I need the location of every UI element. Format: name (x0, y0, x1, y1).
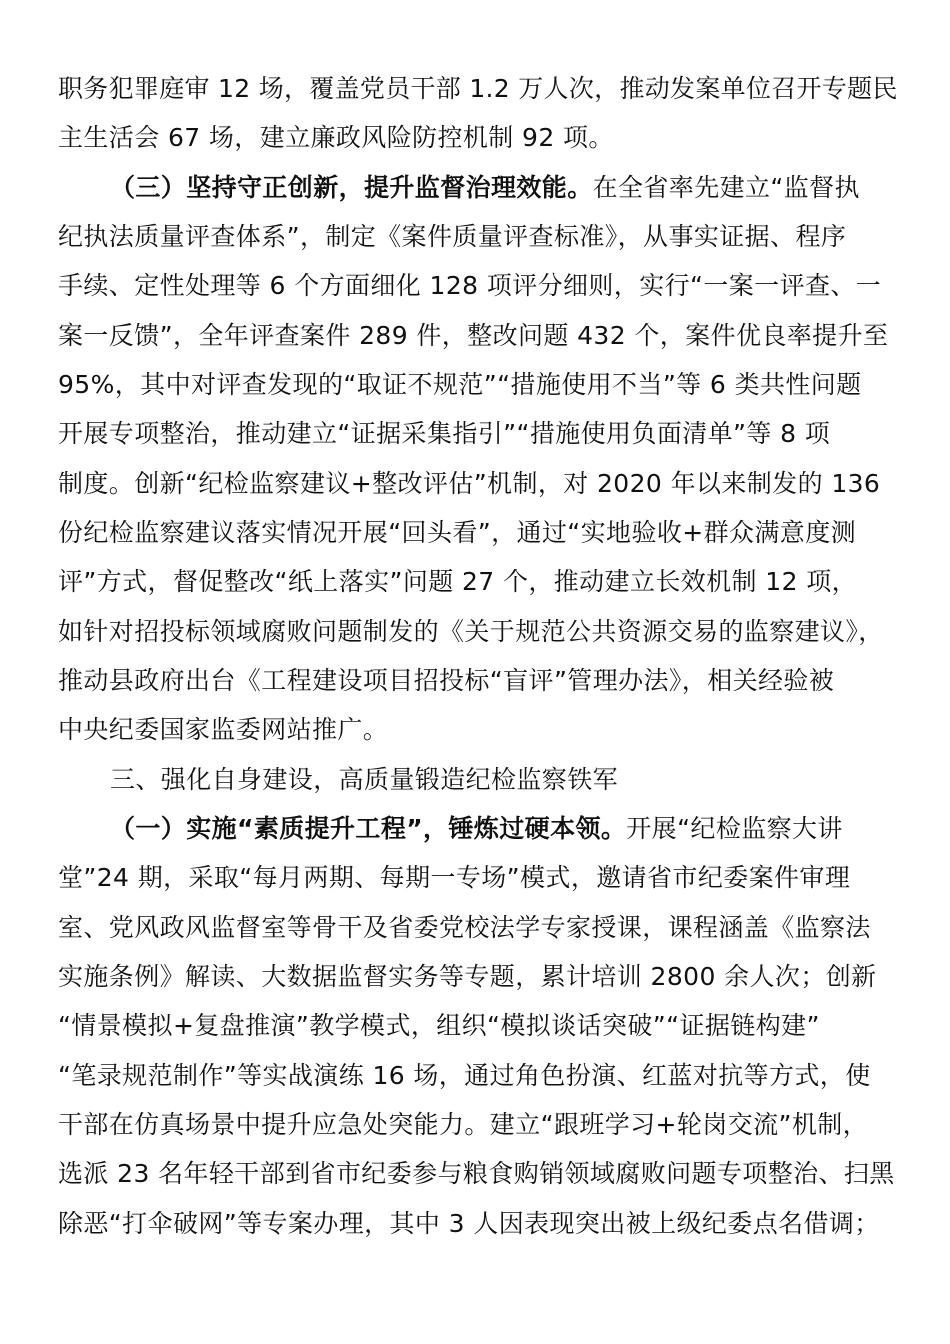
paragraph-line (58, 614, 898, 650)
line-text: 制度。创新“纪检监察建议+整改评估”机制，对 2020 年以来制发的 136 (58, 469, 881, 498)
line-text: “笔录规范制作”等实战演练 16 场，通过角色扮演、红蓝对抗等方式，使 (58, 1061, 871, 1090)
line-text: 开展专项整治，推动建立“证据采集指引”“措施使用负面清单”等 8 项 (58, 419, 831, 448)
chapter-heading: 三、强化自身建设，高质量锻造纪检监察铁军 (110, 765, 619, 794)
paragraph-line (58, 268, 898, 304)
paragraph-line (58, 466, 898, 502)
line-text: 份纪检监察建议落实情况开展“回头看”，通过“实地验收+群众满意度测 (58, 518, 857, 547)
chapter-heading-line (110, 762, 898, 798)
line-text: 堂”24 期，采取“每月两期、每期一专场”模式，邀请省市纪委案件审理 (58, 863, 851, 892)
line-text: 职务犯罪庭审 12 场，覆盖党员干部 1.2 万人次，推动发案单位召开专题民 (58, 74, 898, 103)
line-text: 案一反馈”，全年评查案件 289 件，整改问题 432 个，案件优良率提升至 (58, 321, 889, 350)
paragraph-line (58, 663, 898, 699)
paragraph-line (58, 1156, 898, 1192)
line-text: 推动县政府出台《工程建设项目招投标“盲评”管理办法》，相关经验被 (58, 666, 835, 695)
paragraph-line (58, 1008, 898, 1044)
line-text: 除恶“打伞破网”等专案办理，其中 3 人因表现突出被上级纪委点名借调； (58, 1209, 880, 1238)
section-heading: （一）实施“素质提升工程”，锤炼过硬本领。 (110, 814, 627, 843)
paragraph-line (58, 564, 898, 600)
line-text: 中央纪委国家监委网站推广。 (58, 715, 389, 744)
section-heading-line (110, 170, 898, 206)
paragraph-line (58, 318, 898, 354)
line-text: 在全省率先建立“监督执 (592, 173, 860, 202)
line-text: 开展“纪检监察大讲 (626, 814, 843, 843)
line-text: 干部在仿真场景中提升应急处突能力。建立“跟班学习+轮岗交流”机制， (58, 1110, 869, 1139)
line-text: 选派 23 名年轻干部到省市纪委参与粮食购销领域腐败问题专项整治、扫黑 (58, 1159, 895, 1188)
section-heading: （三）坚持守正创新，提升监督治理效能。 (110, 173, 593, 202)
line-text: 主生活会 67 场，建立廉政风险防控机制 92 项。 (58, 123, 614, 152)
section-heading-line (110, 811, 898, 847)
paragraph-line (58, 1058, 898, 1094)
paragraph-line (58, 910, 898, 946)
paragraph-line (58, 416, 898, 452)
paragraph-line (58, 515, 898, 551)
paragraph-line (58, 367, 898, 403)
line-text: 室、党风政风监督室等骨干及省委党校法学专家授课，课程涵盖《监察法 (58, 913, 871, 942)
line-text: 手续、定性处理等 6 个方面细化 128 项评分细则，实行“一案一评查、一 (58, 271, 882, 300)
paragraph-line (58, 1206, 898, 1242)
paragraph-line (58, 219, 898, 255)
line-text: 如针对招投标领域腐败问题制发的《关于规范公共资源交易的监察建议》， (58, 617, 884, 646)
paragraph-line (58, 1107, 898, 1143)
paragraph-line (58, 860, 898, 896)
line-text: “情景模拟+复盘推演”教学模式，组织“模拟谈话突破”“证据链构建” (58, 1011, 820, 1040)
line-text: 实施条例》解读、大数据监督实务等专题，累计培训 2800 余人次；创新 (58, 962, 877, 991)
paragraph-line (58, 959, 898, 995)
paragraph-line (58, 71, 898, 107)
paragraph-line (58, 120, 898, 156)
line-text: 评”方式，督促整改“纸上落实”问题 27 个，推动建立长效机制 12 项， (58, 567, 858, 596)
line-text: 95%，其中对评查发现的“取证不规范”“措施使用不当”等 6 类共性问题 (58, 370, 862, 399)
paragraph-line (58, 712, 898, 748)
line-text: 纪执法质量评查体系”，制定《案件质量评查标准》，从事实证据、程序 (58, 222, 847, 251)
